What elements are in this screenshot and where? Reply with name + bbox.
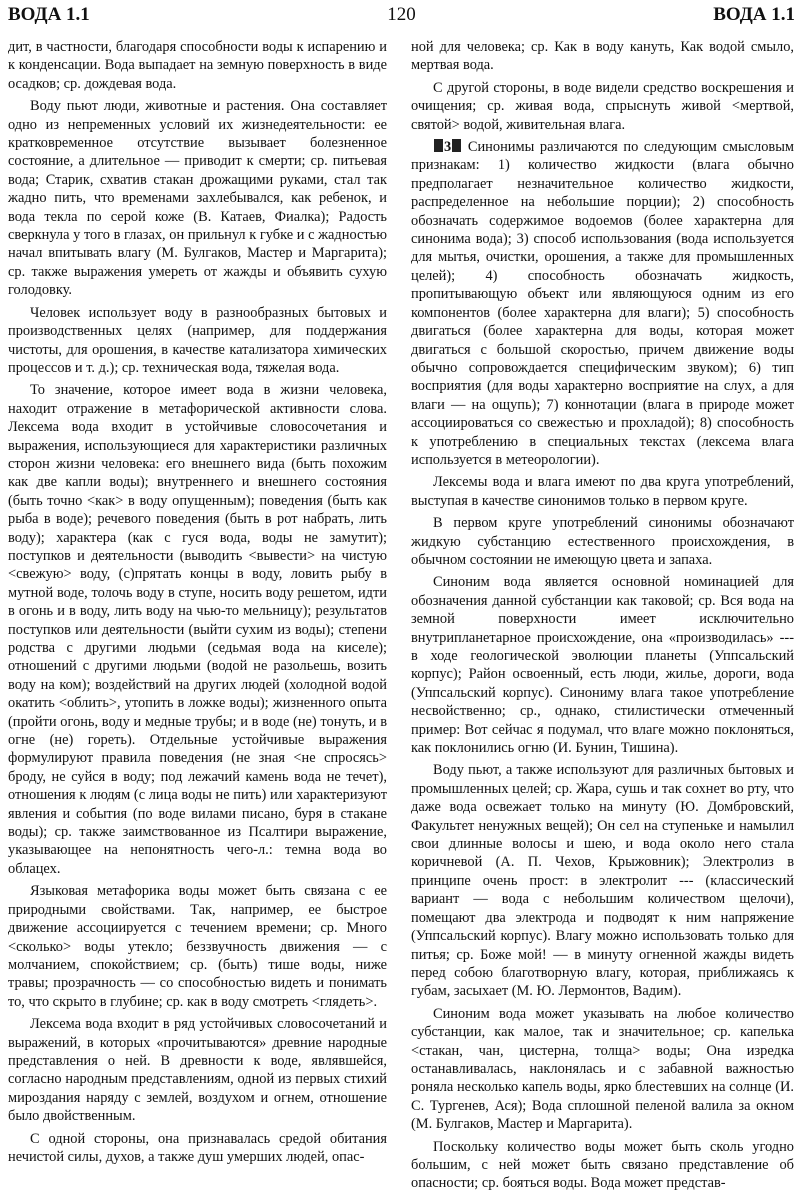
paragraph: дит, в частности, благодаря способности воды к испарению и к конденсации. Вода выпадает на земную поверхность в виде осадков; ср. дождевая вода. xyxy=(8,39,387,92)
paragraph-text: Синонимы различаются по следующим смысловым признакам: 1) количество жидкости (влага обычно предполагает незначительное количество жидкости, распределенное на небольшие порции); 2) способность обозначать содержимое водоемов (более характерна для синонима вода); 3) способ использования (вода используется для мытья, очистки, орошения, а также для промышленных целей); 4) способность обозначать жидкость, пропитывающую объект или являющуюся одним из его компонентов (более характерна для влаги); 5) способность двигаться (более характерна для воды, которая может двигаться с большой скоростью, причем движение воды обычно сопровождается специфическим звуком); 6) тип восприятия (для воды характерно восприятие на слух, а для влаги — на ощупь); 7) коннотации (влага в природе может ассоциироваться со свежестью и прохладой); 8) способность к употреблению в специальных текстах (лексема влага используется в метеорологии). xyxy=(411,139,794,468)
paragraph: Поскольку количество воды может быть сколь угодно большим, с ней может быть связано представление об опасности; ср. бояться воды. Вода может представ- xyxy=(411,1138,794,1192)
paragraph: Лексема вода входит в ряд устойчивых словосочетаний и выражений, в которых «прочитываются» древние народные представления о ней. В древности к воде, являвшейся, согласно народным представлениям, одной из первых стихий мироздания наряду с землей, воздухом и огнем, отношение было двойственным. xyxy=(8,1016,387,1125)
left-column xyxy=(8,38,387,1166)
paragraph: То значение, которое имеет вода в жизни человека, находит отражение в метафорической активности слова. Лексема вода входит в устойчивые словосочетания и выражения, использующиеся для характеристики различных сторон жизни человека: его внешнего вида (быть похожим как две капли воды); внутреннего и внешнего состояния (быть точно <как> в воду опущенным); поведения (быть как рыба в воде); речевого поведения (быть в рот набрать, лить воду); характера (как с гуся вода, воды не замутит); поступков и деятельности (выводить <вывести> на чистую <свежую> воду, (с)прятать концы в воду, ловить рыбу в мутной воде, толочь воду в ступе, носить воду решетом, идти в огонь и в воду, лить воду на чью-то мельницу); результатов поступков или деятельности (выйти сухим из воды); степени родства с другими людьми (седьмая вода на киселе); отношений с другими людьми (водой не разольешь, возить воду на ком); воздействий на других людей (холодной водой окатить <облить>, утопить в ложке воды); жизненного опыта (пройти огонь, воду и медные трубы; и в воде (не) тонуть, и в огне (не) гореть). Отдельные устойчивые выражения формулируют правила поведения (не зная <не спросясь> броду, не суйся в воду; под лежачий камень вода не течет), отношения к людям (с лица воды не пить) или характеризуют явления и события (по воде вилами писано, буря в стакане воды); ср. также заимствованное из Псалтири выражение, указывающее на непонятность чего-л.: темна вода во облацех. xyxy=(8,382,387,877)
paragraph: Лексемы вода и влага имеют по два круга употреблений, выступая в качестве синонимов только в первом круге. xyxy=(411,474,794,509)
right-column xyxy=(411,38,794,1193)
paragraph: Воду пьют люди, животные и растения. Она составляет одно из непременных условий их жизнедеятельности: ее кратковременное отсутствие вызывает болезненное состояние, а длительное — приводит к смерти; ср. питьевая вода; Старик, схватив стакан дрожащими руками, стал так жадно пить, что временами захлебывался, как ребенок, и вода текла по серой коже (В. Катаев, Фиалка); Радость сверкнула у того в глазах, он прильнул к губке и с жадностью начал впитывать влагу (М. Булгаков, Мастер и Маргарита); ср. также выражения умереть от жажды и объявить сухую голодовку. xyxy=(8,98,387,299)
running-header xyxy=(8,4,795,30)
paragraph: С другой стороны, в воде видели средство воскрешения и очищения; ср. живая вода, спрыснуть живой <мертвой, святой> водой, живительная влага. xyxy=(411,79,794,133)
paragraph: С одной стороны, она признавалась средой обитания нечистой силы, духов, а также душ умерших людей, опас- xyxy=(8,1130,387,1165)
section-number: 3 xyxy=(444,139,452,156)
paragraph: Синоним вода может указывать на любое количество субстанции, как малое, так и значительное; ср. капелька <стакан, чан, цистерна, толща> воды; Она изредка останавливалась, наклонялась и с забавной важностью роняла несколько капель воды, ярко блестевших на солнце (И. С. Тургенев, Ася); Вода сплошной пеленой валила за окном (М. Булгаков, Мастер и Маргарита). xyxy=(411,1005,794,1133)
page-number: 120 xyxy=(387,4,416,25)
header-entry-left: ВОДА 1.1 xyxy=(8,4,90,25)
section-marker-icon xyxy=(452,139,461,152)
paragraph: Человек использует воду в разнообразных бытовых и производственных целях (например, для поддержания чистоты, для орошения, в качестве катализатора химических процессов и т. д.); ср. техническая вода, тяжелая вода. xyxy=(8,304,387,376)
paragraph: Синоним вода является основной номинацией для обозначения данной субстанции как таковой; ср. Вся вода на земной поверхности имеет исключительно внутрипланетарное происхождение, она «производилась» --- в ходе геологической эволюции планеты (Уппсальский корпус); Район освоенный, есть люди, жилье, дороги, вода (Уппсальский корпус). Синониму влага такое употребление несвойственно; ср., однако, стилистически отмеченный пример: Вот сейчас я подумал, что влаге можно поклоняться, как поклонились огню (И. Бунин, Тишина). xyxy=(411,574,794,757)
paragraph-synonyms xyxy=(411,138,794,469)
header-entry-right: ВОДА 1.1 xyxy=(713,4,795,25)
section-marker-icon xyxy=(434,139,443,152)
paragraph: Языковая метафорика воды может быть связана с ее природными свойствами. Так, например, ее быстрое движение ассоциируется с течением времени; ср. Много <сколько> воды утекло; беззвучность движения — с молчанием, спокойствием; ср. (быть) тише воды, ниже травы; прозрачность — со способностью видеть и понимать то, что скрыто в глубине; ср. как в воду смотреть <глядеть>. xyxy=(8,883,387,1010)
paragraph: В первом круге употреблений синонимы обозначают жидкую субстанцию естественного происхождения, в обычном состоянии не имеющую цвета и запаха. xyxy=(411,515,794,568)
paragraph: ной для человека; ср. Как в воду кануть, Как водой смыло, мертвая вода. xyxy=(411,39,794,74)
paragraph: Воду пьют, а также используют для различных бытовых и промышленных целей; ср. Жара, сушь и так сохнет во рту, что даже вода освежает только на минуту (Ю. Домбровский, Факультет ненужных вещей); Он сел на ступеньке и намылил свои длинные волосы и шею, и вода около него стала коричневой (А. П. Чехов, Крыжовник); Электролиз в принципе очень прост: в электролит --- (классический вариант — вода с небольшим количеством щелочи), помещают два электрода и подводят к ним напряжение (Уппсальский корпус). Влагу можно использовать только для питья; ср. Боже мой! — в минуту огненной жажды видеть перед собою благотворную влагу, которая, приближаясь к губам, засыхает (М. Ю. Лермонтов, Вадим). xyxy=(411,762,794,1000)
